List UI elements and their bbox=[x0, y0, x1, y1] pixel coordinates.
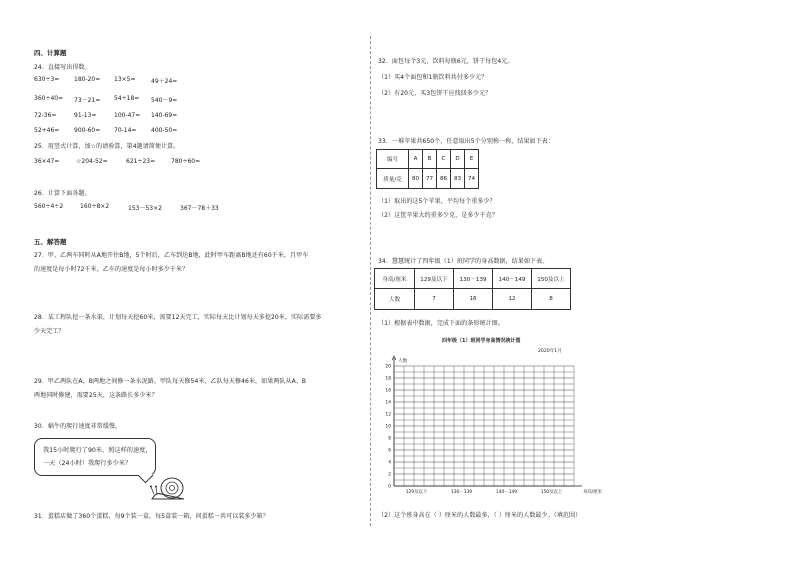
q24-item: 630÷3= bbox=[34, 76, 60, 83]
q25-item: ☆204-52= bbox=[76, 158, 108, 165]
q26-items bbox=[34, 203, 219, 212]
q24-item: 72-36= bbox=[34, 112, 57, 119]
table-header-cell: 身高/厘米 bbox=[375, 269, 415, 289]
q33-title: 33．一堆苹果共650个，任意取出5个分别称一称，结果如下表： bbox=[378, 138, 555, 145]
table-header-cell: 130－139 bbox=[454, 269, 493, 289]
height-table bbox=[374, 268, 571, 310]
q24-item: 360÷40= bbox=[34, 95, 64, 102]
q24-row-1 bbox=[34, 76, 177, 85]
bar-chart-grid[interactable] bbox=[374, 352, 614, 512]
q29-line-1: 29．甲乙两队在A、B两地之间修一条水泥路，甲队每天修54米，乙队每天修46米，如果两队从A、B bbox=[34, 378, 307, 385]
x-tick-label: 150及以上 bbox=[540, 490, 563, 495]
x-tick-label: 129及以下 bbox=[405, 490, 428, 495]
q24-item: 400-50= bbox=[151, 127, 178, 134]
q28-line-2: 少天完工？ bbox=[34, 328, 65, 335]
speech-bubble bbox=[34, 438, 156, 476]
table-cell: 人数 bbox=[375, 289, 415, 310]
q26-title: 26．计算下面各题。 bbox=[34, 190, 91, 197]
q24-item: 900-60= bbox=[74, 127, 101, 134]
q32-sub-2: （2）有20元，买3包饼干应找回多少元？ bbox=[378, 90, 492, 97]
table-header-cell: 编号 bbox=[377, 150, 409, 169]
y-tick-label: 6 bbox=[388, 448, 391, 454]
y-axis-label: 人数 bbox=[398, 359, 408, 364]
q34-sub-2: （2）这个班身高在（ ）厘米的人数最多，（ ）厘米的人数最少。（填范围） bbox=[378, 512, 582, 519]
q24-item: 52+46= bbox=[34, 127, 60, 134]
table-header-cell: E bbox=[465, 150, 479, 169]
y-tick-label: 18 bbox=[385, 376, 391, 382]
bubble-line-1: 我15小时爬行了90米。照这样的速度， bbox=[43, 447, 152, 454]
table-cell: 77 bbox=[423, 169, 437, 189]
q25-items bbox=[34, 158, 200, 165]
q30-title: 30．蜗牛的爬行速度非常缓慢。 bbox=[34, 423, 122, 430]
apple-weight-table bbox=[376, 149, 479, 189]
y-tick-label: 2 bbox=[388, 472, 391, 478]
table-cell: 74 bbox=[465, 169, 479, 189]
q32-sub-1: （1）买4个面包和1瓶饮料共付多少元？ bbox=[378, 74, 488, 81]
table-cell: 12 bbox=[493, 289, 532, 310]
q26-item: 153－53×2 bbox=[128, 205, 162, 212]
y-tick-label: 14 bbox=[385, 400, 391, 406]
q25-item: 621÷23= bbox=[126, 158, 156, 165]
table-cell: 16 bbox=[454, 289, 493, 310]
table-cell: 质量/克 bbox=[377, 169, 409, 189]
q24-item: 180-20= bbox=[74, 76, 101, 83]
chart-title: 四年级（1）班同学身高情况统计图 bbox=[442, 338, 521, 344]
q25-item: 780÷60= bbox=[171, 158, 201, 165]
table-cell: 86 bbox=[437, 169, 451, 189]
table-header-cell: A bbox=[409, 150, 423, 169]
q33-sub-1: （1）取出的这5个苹果，平均每个重多少？ bbox=[378, 198, 496, 205]
q26-item: 160÷8×2 bbox=[80, 203, 110, 210]
q27-line-1: 27．甲、乙两车同时从A地开往B地，5个时后，乙车到达B地，此时甲车距离B地还有60千米，且甲车 bbox=[34, 252, 309, 259]
q25-title: 25．用竖式计算，加☆的请验算，第4题请简便计算。 bbox=[34, 143, 180, 150]
q24-item: 91-13= bbox=[74, 112, 97, 119]
section-5-heading: 五、解答题 bbox=[34, 238, 67, 246]
bubble-line-2: 一天（24小时）我爬行多少米？ bbox=[43, 460, 132, 467]
y-tick-label: 4 bbox=[388, 460, 391, 466]
q24-item: 140-69= bbox=[151, 112, 178, 119]
q31-text: 31．蛋糕店做了360个蛋糕，每9个装一盒，每5盒装一箱，问蛋糕一共可以装多少箱？ bbox=[34, 513, 269, 520]
q27-line-2: 的速度是每小时72千米，乙车的速度是每小时多少千米？ bbox=[34, 266, 189, 273]
snail-icon bbox=[148, 470, 188, 502]
table-cell: 8 bbox=[532, 289, 571, 310]
x-tick-label: 140－149 bbox=[495, 490, 518, 495]
q24-item: 73－21= bbox=[74, 97, 101, 104]
q25-item: 36×47= bbox=[34, 158, 60, 165]
table-header-cell: 140－149 bbox=[493, 269, 532, 289]
q32-title: 32．面包每个3元，饮料每瓶6元，饼干每包4元。 bbox=[378, 58, 514, 65]
q28-line-1: 28．某工程队挖一条水渠，计划每天挖60米，需要12天完工，实际每天比计划每天多挖20米，实际需要多 bbox=[34, 314, 322, 321]
q24-item: 54÷18= bbox=[114, 95, 140, 102]
table-cell: 83 bbox=[451, 169, 465, 189]
y-tick-label: 12 bbox=[385, 412, 391, 418]
x-axis-label: 身高/厘米 bbox=[583, 490, 603, 495]
chart-date: 2020年1月 bbox=[538, 349, 562, 354]
q33-sub-2: （2）这筐苹果大约重多少克，是多少千克？ bbox=[378, 212, 498, 219]
q29-line-2: 两地同时修建，需要25天，这条路长多少米？ bbox=[34, 392, 158, 399]
section-4-heading: 四、计算题 bbox=[34, 49, 67, 57]
table-header-cell: D bbox=[451, 150, 465, 169]
q24-item: 100-47= bbox=[114, 112, 141, 119]
table-header-cell: 129及以下 bbox=[415, 269, 454, 289]
q24-row-4 bbox=[34, 127, 177, 134]
q34-sub-1: （1）根据表中数据，完成下面的条形统计图。 bbox=[378, 320, 504, 327]
y-tick-label: 16 bbox=[385, 388, 391, 394]
column-divider bbox=[370, 36, 371, 526]
q26-item: 560÷4÷2 bbox=[34, 203, 64, 210]
y-tick-label: 8 bbox=[388, 436, 391, 442]
table-header-cell: 150及以上 bbox=[532, 269, 571, 289]
q34-title: 34．慧慧统计了四年级（1）班同学的身高数据，结果如下表。 bbox=[378, 258, 549, 265]
q24-title: 24．直接写出得数。 bbox=[34, 64, 91, 71]
q24-item: 13×5= bbox=[114, 76, 136, 83]
table-header-cell: C bbox=[437, 150, 451, 169]
q24-item: 540－9= bbox=[151, 97, 178, 104]
q26-item: 367－78＋33 bbox=[180, 205, 219, 212]
table-cell: 80 bbox=[409, 169, 423, 189]
q24-item: 70-14= bbox=[114, 127, 137, 134]
q24-row-2 bbox=[34, 95, 177, 104]
q24-row-3 bbox=[34, 112, 177, 119]
table-cell: 7 bbox=[415, 289, 454, 310]
y-tick-label: 10 bbox=[385, 424, 391, 430]
y-tick-label: 20 bbox=[385, 364, 391, 370]
x-tick-label: 130－139 bbox=[450, 490, 473, 495]
y-tick-label: 0 bbox=[388, 484, 391, 490]
q24-item: 49＋24= bbox=[151, 78, 178, 85]
table-header-cell: B bbox=[423, 150, 437, 169]
